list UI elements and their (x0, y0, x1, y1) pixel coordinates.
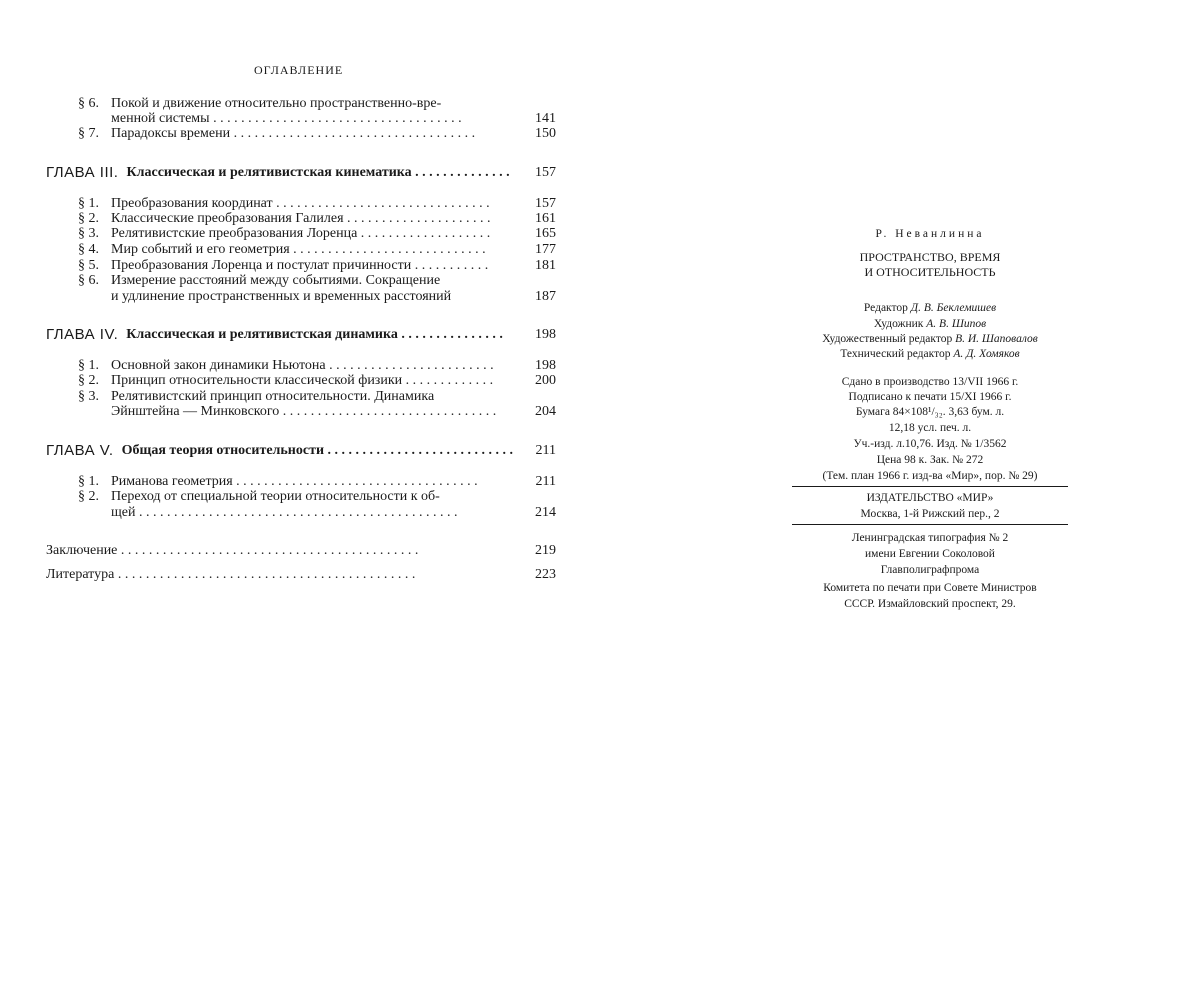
toc-entry-continuation (111, 404, 556, 419)
section-number: § 1. (78, 474, 99, 489)
printer-line: имени Евгении Соколовой (865, 548, 995, 560)
chapter-heading (46, 443, 556, 459)
printer-line: Главполиграфпрома (880, 564, 980, 576)
section-title: Риманова геометрия . . . . . . . . . . . . . . . . . . . . . . . . . . . . . . . . . . . (111, 474, 478, 489)
section-title: и удлинение пространственных и временных расстояний (111, 289, 452, 304)
publisher-name: ИЗДАТЕЛЬСТВО «МИР» (866, 492, 994, 504)
section-title: Релятивистские преобразования Лоренца . . . . . . . . . . . . . . . . . . . (111, 226, 491, 241)
page-number: 157 (535, 196, 556, 211)
price-info: Цена 98 к. Зак. № 272 (876, 454, 984, 466)
divider (792, 486, 1068, 487)
toc-entry (78, 226, 556, 241)
chapter-title: Классическая и релятивистская динамика . . . . . . . . . . . . . . . (126, 327, 503, 342)
toc-entry (78, 196, 556, 211)
section-title: Релятивистский принцип относительности. Динамика (111, 389, 435, 404)
section-number: § 1. (78, 196, 99, 211)
toc-entry (78, 242, 556, 257)
section-title: Преобразования Лоренца и постулат причинности . . . . . . . . . . . (111, 258, 489, 273)
section-title: Переход от специальной теории относительности к об- (111, 489, 440, 504)
section-number: § 2. (78, 373, 99, 388)
page-number: 204 (535, 404, 556, 419)
section-number: § 3. (78, 389, 99, 404)
page-number: 181 (535, 258, 556, 273)
chapter-label: ГЛАВА IV. (46, 326, 119, 343)
toc-entry (78, 474, 556, 489)
page-number: 214 (535, 505, 556, 520)
art-editor-credit (780, 331, 1080, 347)
section-title: Измерение расстояний между событиями. Сокращение (111, 273, 441, 288)
publisher-address: Москва, 1-й Рижский пер., 2 (860, 508, 1000, 520)
toc-entry-continuation (111, 289, 556, 304)
book-title-line2: И ОТНОСИТЕЛЬНОСТЬ (864, 265, 996, 279)
backmatter-title: Литература . . . . . . . . . . . . . . . . . . . . . . . . . . . . . . . . . . . . . . . . . . . (46, 567, 416, 582)
page-number: 200 (535, 373, 556, 388)
section-number: § 3. (78, 226, 99, 241)
toc-entry (78, 211, 556, 226)
page-number: 177 (535, 242, 556, 257)
section-title: Преобразования координат . . . . . . . . . . . . . . . . . . . . . . . . . . . . . . . (111, 196, 490, 211)
edition-info: Уч.-изд. л.10,76. Изд. № 1/3562 (853, 438, 1007, 450)
section-title: Парадоксы времени . . . . . . . . . . . . . . . . . . . . . . . . . . . . . . . . . . . (111, 126, 476, 141)
credit-role: Технический редактор (840, 348, 951, 360)
divider (792, 524, 1068, 525)
section-title: Классические преобразования Галилея . . . . . . . . . . . . . . . . . . . . . (111, 211, 491, 226)
credit-role: Художник (873, 318, 924, 330)
credit-name: А. Д. Хомяков (953, 348, 1020, 360)
section-title: Мир событий и его геометрия . . . . . . . . . . . . . . . . . . . . . . . . . . . . (111, 242, 486, 257)
toc-backmatter-entry (46, 567, 556, 583)
section-title: Основной закон динамики Ньютона . . . . . . . . . . . . . . . . . . . . . . . . (111, 358, 494, 373)
artist-credit (780, 316, 1080, 332)
page-number: 211 (535, 443, 556, 458)
section-number: § 4. (78, 242, 99, 257)
page-number: 219 (535, 543, 556, 558)
page-number: 150 (535, 126, 556, 141)
toc-entry (78, 258, 556, 273)
chapter-title: Общая теория относительности . . . . . . . . . . . . . . . . . . . . . . . . . . . (121, 443, 514, 458)
toc-entry-continuation (111, 111, 556, 126)
toc-backmatter-entry (46, 543, 556, 559)
toc-entry (78, 373, 556, 388)
section-number: § 5. (78, 258, 99, 273)
chapter-heading (46, 165, 556, 181)
toc-entry-continuation (111, 505, 556, 520)
chapter-label: ГЛАВА III. (46, 164, 119, 181)
page-number: 198 (535, 327, 556, 342)
toc-entry (78, 126, 556, 141)
paper-info: Бумага 84×108¹/₃₂. 3,63 бум. л. (855, 406, 1005, 418)
print-sheets: 12,18 усл. печ. л. (888, 422, 972, 434)
page-number: 157 (535, 165, 556, 180)
credit-role: Художественный редактор (822, 333, 953, 345)
page-number: 161 (535, 211, 556, 226)
page-number: 165 (535, 226, 556, 241)
page-number: 141 (535, 111, 556, 126)
toc-entry (78, 273, 556, 288)
chapter-heading (46, 327, 556, 343)
credit-name: В. И. Шаповалов (955, 333, 1038, 345)
toc-title: ОГЛАВЛЕНИЕ (254, 63, 344, 77)
section-number: § 2. (78, 211, 99, 226)
section-title: Принцип относительности классической физики . . . . . . . . . . . . . (111, 373, 494, 388)
toc-entry (78, 389, 556, 404)
production-date: Сдано в производство 13/VII 1966 г. (841, 376, 1019, 388)
section-number: § 2. (78, 489, 99, 504)
section-number: § 1. (78, 358, 99, 373)
chapter-label: ГЛАВА V. (46, 442, 114, 459)
section-title: Покой и движение относительно пространственно-вре- (111, 96, 442, 111)
page-number: 211 (535, 474, 556, 489)
backmatter-title: Заключение . . . . . . . . . . . . . . . . . . . . . . . . . . . . . . . . . . . . . . . . . . . (46, 543, 419, 558)
page-number: 223 (535, 567, 556, 582)
section-number: § 6. (78, 96, 99, 111)
credit-name: А. В. Шипов (926, 318, 987, 330)
page-number: 187 (535, 289, 556, 304)
plan-info: (Тем. план 1966 г. изд-ва «Мир», пор. № 29) (822, 470, 1038, 482)
printer-line: СССР. Измайловский проспект, 29. (844, 598, 1016, 610)
toc-entry (78, 96, 556, 111)
book-title-line1: ПРОСТРАНСТВО, ВРЕМЯ (859, 250, 1001, 264)
chapter-title: Классическая и релятивистская кинематика . . . . . . . . . . . . . . (126, 165, 510, 180)
credit-role: Редактор (863, 302, 908, 314)
section-title: щей . . . . . . . . . . . . . . . . . . . . . . . . . . . . . . . . . . . . . . . . . . . . . . (111, 505, 458, 520)
section-title: менной системы . . . . . . . . . . . . . . . . . . . . . . . . . . . . . . . . . . . . (111, 111, 462, 126)
editor-credit (780, 300, 1080, 316)
section-number: § 7. (78, 126, 99, 141)
printer-line: Комитета по печати при Совете Министров (823, 582, 1037, 594)
page-number: 198 (535, 358, 556, 373)
section-number: § 6. (78, 273, 99, 288)
section-title: Эйнштейна — Минковского . . . . . . . . . . . . . . . . . . . . . . . . . . . . . . . (111, 404, 497, 419)
toc-entry (78, 489, 556, 504)
toc-entry (78, 358, 556, 373)
tech-editor-credit (780, 346, 1080, 362)
author-name: Р. Неванлинна (875, 228, 985, 240)
credit-name: Д. В. Беклемишев (910, 302, 997, 314)
print-date: Подписано к печати 15/XI 1966 г. (848, 391, 1012, 403)
printer-line: Ленинградская типография № 2 (851, 532, 1009, 544)
